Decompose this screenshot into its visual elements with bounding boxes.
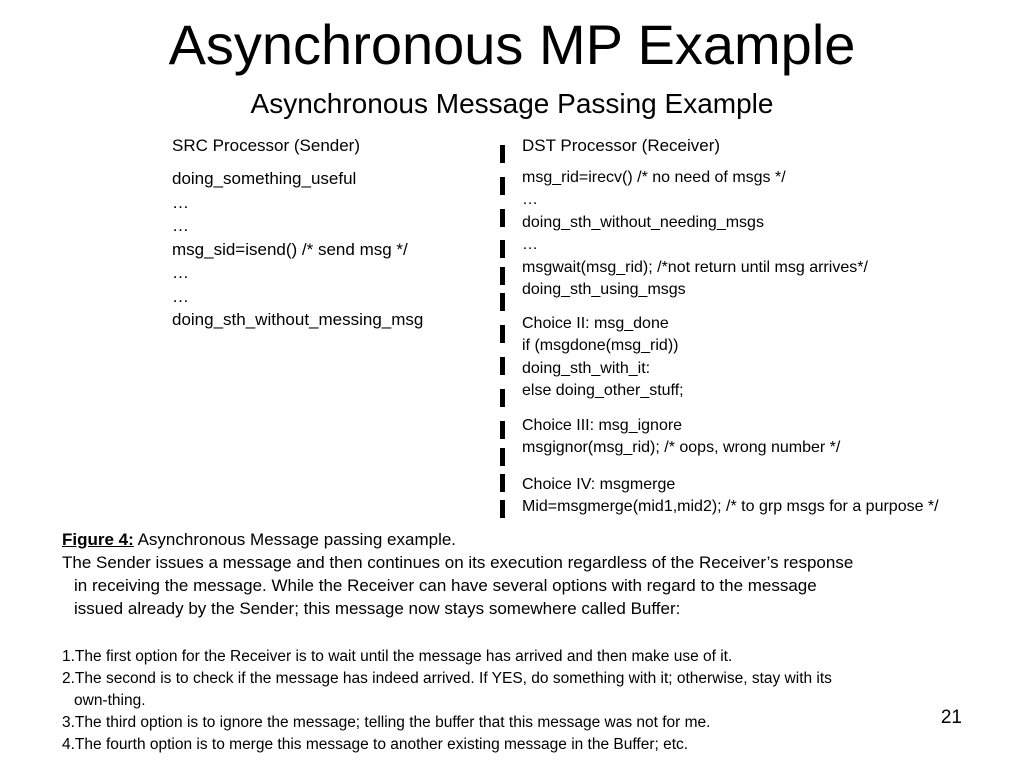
dst-line: doing_sth_without_needing_msgs [522, 213, 764, 231]
list-item: 3.The third option is to ignore the message; telling the buffer that this message was not for me. [62, 714, 711, 731]
dst-line: … [522, 236, 538, 254]
src-code-block [172, 167, 423, 332]
divider-dash [500, 325, 505, 343]
divider-dash [500, 357, 505, 375]
dst-line: msgignor(msg_rid); /* oops, wrong number */ [522, 439, 841, 457]
list-item: 1.The first option for the Receiver is to wait until the message has arrived and then make use of it. [62, 648, 733, 665]
dst-line: msgwait(msg_rid); /*not return until msg arrives*/ [522, 258, 868, 276]
paragraph-line: in receiving the message. While the Receiver can have several options with regard to the message [74, 576, 817, 595]
dst-choice-msgdone [522, 313, 684, 403]
divider-dash [500, 389, 505, 407]
figure-caption-text: Asynchronous Message passing example. [133, 530, 457, 549]
paragraph-line: The Sender issues a message and then continues on its execution regardless of the Receiver’s response [62, 553, 854, 572]
divider-dash [500, 240, 505, 258]
src-line: doing_sth_without_messing_msg [172, 310, 424, 329]
list-item: 2.The second is to check if the message has indeed arrived. If YES, do something with it; otherwise, stay with its [62, 670, 832, 687]
dst-heading: DST Processor (Receiver) [522, 136, 721, 155]
dst-choice-ignore [522, 415, 840, 460]
list-item: 4.The fourth option is to merge this message to another existing message in the Buffer; etc. [62, 736, 689, 753]
dst-line: … [522, 191, 538, 209]
divider-dash [500, 177, 505, 195]
divider-dash [500, 145, 505, 163]
divider-dash [500, 500, 505, 518]
divider-dash [500, 267, 505, 285]
divider-dash [500, 448, 505, 466]
page-number: 21 [940, 707, 962, 728]
divider-dash [500, 209, 505, 227]
dst-line: msg_rid=irecv() /* no need of msgs */ [522, 169, 786, 186]
dst-line: Mid=msgmerge(mid1,mid2); /* to grp msgs for a purpose */ [522, 498, 939, 516]
paragraph-line: issued already by the Sender; this message now stays somewhere called Buffer: [74, 599, 681, 618]
src-line: … [172, 286, 189, 306]
src-line: … [172, 192, 189, 212]
dst-line: Choice IV: msgmerge [522, 476, 676, 493]
divider-dash [500, 293, 505, 311]
dst-line: doing_sth_with_it: [522, 359, 651, 377]
src-line: … [172, 263, 189, 282]
src-heading: SRC Processor (Sender) [172, 136, 361, 155]
dst-line: doing_sth_using_msgs [522, 280, 686, 298]
src-line: … [172, 216, 189, 235]
src-line: doing_something_useful [172, 169, 357, 188]
figure-caption [62, 528, 1002, 552]
divider-dash [500, 421, 505, 439]
dst-line: Choice III: msg_ignore [522, 417, 683, 434]
src-line: msg_sid=isend() /* send msg */ [172, 239, 408, 259]
slide-subtitle: Asynchronous Message Passing Example [250, 88, 774, 119]
slide-title: Asynchronous MP Example [168, 13, 856, 76]
list-item-continuation: own-thing. [74, 692, 146, 709]
dst-line: if (msgdone(msg_rid)) [522, 337, 679, 355]
dst-line: else doing_other_stuff; [522, 382, 684, 400]
dst-choice-merge [522, 474, 939, 519]
figure-label: Figure 4: [62, 530, 134, 549]
dst-choice-wait [522, 167, 868, 301]
divider-dash [500, 474, 505, 492]
dst-line: Choice II: msg_done [522, 315, 669, 332]
